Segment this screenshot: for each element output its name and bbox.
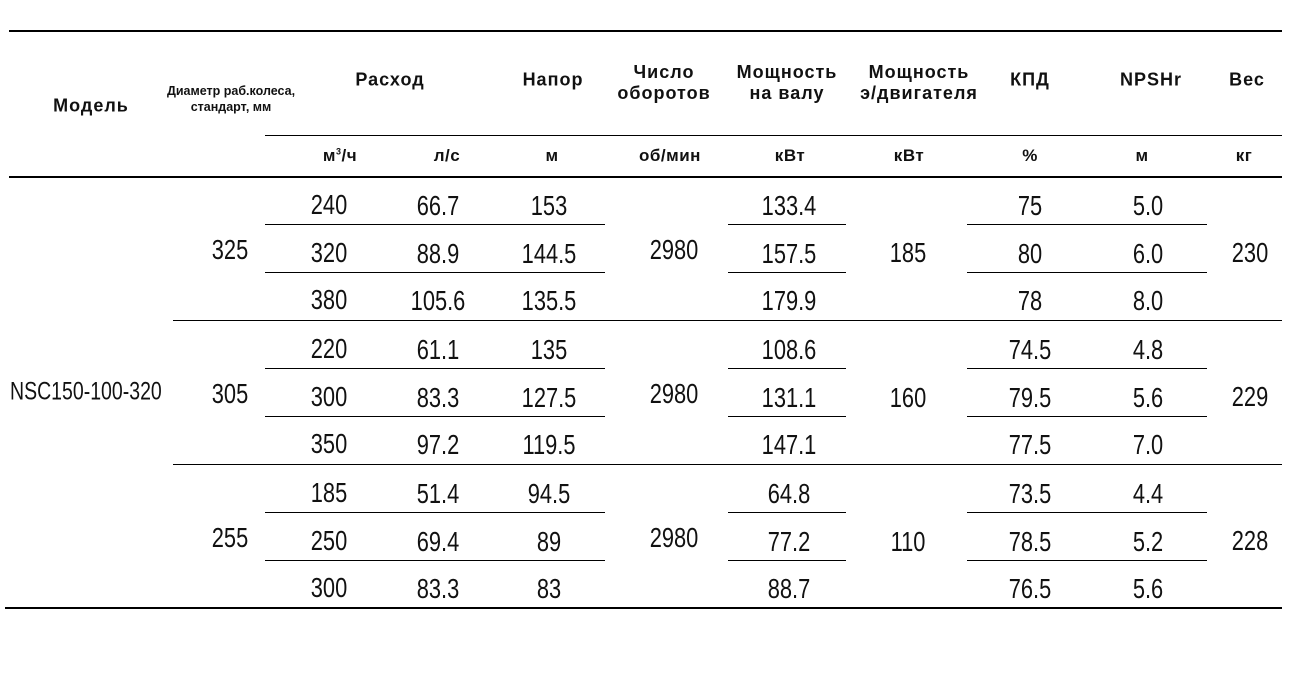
table-cell-ls: 66.7	[416, 190, 460, 221]
table-cell-head: 127.5	[521, 382, 577, 413]
group-rule-1	[173, 320, 1282, 321]
unit-weight: кг	[1235, 146, 1253, 165]
table-cell-shaft: 88.7	[767, 573, 811, 604]
header-head: Напор	[522, 69, 584, 90]
group-2-diameter: 305	[211, 378, 249, 409]
table-cell-head: 83	[536, 573, 562, 604]
row-rule	[728, 416, 846, 417]
unit-npsh: м	[1135, 146, 1149, 165]
table-cell-shaft: 77.2	[767, 526, 811, 557]
row-rule	[967, 272, 1207, 273]
table-cell-m3h: 350	[310, 428, 348, 459]
table-cell-ls: 105.6	[410, 285, 466, 316]
header-motor-power: Мощность э/двигателя	[860, 62, 978, 103]
row-rule	[728, 512, 846, 513]
row-rule	[967, 224, 1207, 225]
row-rule	[265, 272, 605, 273]
group-3-weight: 228	[1231, 525, 1269, 556]
table-cell-m3h: 220	[310, 333, 348, 364]
unit-eff: %	[1022, 146, 1038, 165]
header-weight: Вес	[1229, 69, 1265, 90]
table-cell-ls: 69.4	[416, 526, 460, 557]
row-rule	[265, 416, 605, 417]
table-cell-head: 135.5	[521, 285, 577, 316]
unit-m3h: $м^3/ч$	[322, 146, 358, 165]
header-model: Модель	[53, 95, 129, 116]
table-cell-head: 94.5	[527, 478, 571, 509]
header-sub-rule	[265, 135, 1282, 136]
row-rule	[265, 560, 605, 561]
table-cell-shaft: 108.6	[761, 334, 817, 365]
row-rule	[728, 272, 846, 273]
row-rule	[967, 512, 1207, 513]
row-rule	[728, 224, 846, 225]
row-rule	[967, 560, 1207, 561]
table-cell-shaft: 64.8	[767, 478, 811, 509]
table-cell-eff: 74.5	[1008, 334, 1052, 365]
header-efficiency: КПД	[1010, 69, 1050, 90]
header-flow: Расход	[355, 69, 425, 90]
table-cell-head: 153	[530, 190, 568, 221]
group-1-weight: 230	[1231, 237, 1269, 268]
table-cell-ls: 88.9	[416, 238, 460, 269]
table-cell-m3h: 300	[310, 572, 348, 603]
table-cell-shaft: 179.9	[761, 285, 817, 316]
group-2-speed: 2980	[649, 378, 699, 409]
row-rule	[728, 560, 846, 561]
header-speed: Число оборотов	[617, 62, 711, 103]
header-shaft-power: Мощность на валу	[736, 62, 838, 103]
table-cell-eff: 80	[1017, 238, 1043, 269]
table-bottom-rule	[5, 607, 1282, 609]
group-1-speed: 2980	[649, 234, 699, 265]
table-cell-m3h: 380	[310, 284, 348, 315]
row-rule	[265, 224, 605, 225]
table-cell-m3h: 250	[310, 525, 348, 556]
table-cell-eff: 73.5	[1008, 478, 1052, 509]
table-cell-head: 119.5	[522, 429, 576, 460]
unit-speed: об/мин	[639, 146, 701, 165]
row-rule	[967, 368, 1207, 369]
group-3-diameter: 255	[211, 522, 249, 553]
group-2-motor: 160	[889, 382, 927, 413]
table-cell-eff: 77.5	[1008, 429, 1052, 460]
row-rule	[265, 512, 605, 513]
model-name: NSC150-100-320	[10, 377, 162, 406]
group-2-weight: 229	[1231, 381, 1269, 412]
table-cell-npsh: 7.0	[1132, 429, 1164, 460]
table-cell-eff: 79.5	[1008, 382, 1052, 413]
group-1-diameter: 325	[211, 234, 249, 265]
table-cell-eff: 75	[1017, 190, 1043, 221]
table-cell-eff: 78	[1017, 285, 1043, 316]
table-cell-shaft: 157.5	[761, 238, 817, 269]
table-cell-eff: 78.5	[1008, 526, 1052, 557]
table-cell-m3h: 240	[310, 189, 348, 220]
table-cell-ls: 51.4	[416, 478, 460, 509]
group-1-motor: 185	[889, 237, 927, 268]
header-npshr: NPSHr	[1119, 69, 1183, 90]
row-rule	[265, 368, 605, 369]
table-cell-npsh: 6.0	[1132, 238, 1164, 269]
table-cell-shaft: 147.1	[761, 429, 817, 460]
table-cell-npsh: 5.0	[1132, 190, 1164, 221]
table-cell-ls: 61.1	[416, 334, 460, 365]
unit-shaft: кВт	[774, 146, 806, 165]
table-cell-npsh: 4.8	[1132, 334, 1164, 365]
table-cell-head: 89	[536, 526, 562, 557]
table-cell-npsh: 8.0	[1132, 285, 1164, 316]
unit-ls: л/с	[433, 146, 461, 165]
table-cell-ls: 83.3	[416, 382, 460, 413]
table-cell-shaft: 131.1	[761, 382, 817, 413]
table-cell-m3h: 300	[310, 381, 348, 412]
table-cell-m3h: 185	[310, 477, 348, 508]
table-cell-shaft: 133.4	[761, 190, 817, 221]
row-rule	[728, 368, 846, 369]
table-cell-head: 135	[530, 334, 568, 365]
table-top-rule	[9, 30, 1282, 32]
unit-head: м	[545, 146, 559, 165]
table-cell-npsh: 5.6	[1132, 573, 1164, 604]
table-cell-npsh: 5.6	[1132, 382, 1164, 413]
table-cell-ls: 97.2	[416, 429, 460, 460]
header-diameter: Диаметр раб.колеса, стандарт, мм	[166, 84, 296, 114]
group-3-motor: 110	[890, 526, 926, 557]
table-cell-npsh: 5.2	[1132, 526, 1164, 557]
unit-motor: кВт	[893, 146, 925, 165]
group-rule-2	[173, 464, 1282, 465]
table-cell-head: 144.5	[521, 238, 577, 269]
table-cell-npsh: 4.4	[1132, 478, 1164, 509]
table-cell-eff: 76.5	[1008, 573, 1052, 604]
row-rule	[967, 416, 1207, 417]
table-cell-m3h: 320	[310, 237, 348, 268]
group-3-speed: 2980	[649, 522, 699, 553]
table-cell-ls: 83.3	[416, 573, 460, 604]
header-bottom-rule	[9, 176, 1282, 178]
